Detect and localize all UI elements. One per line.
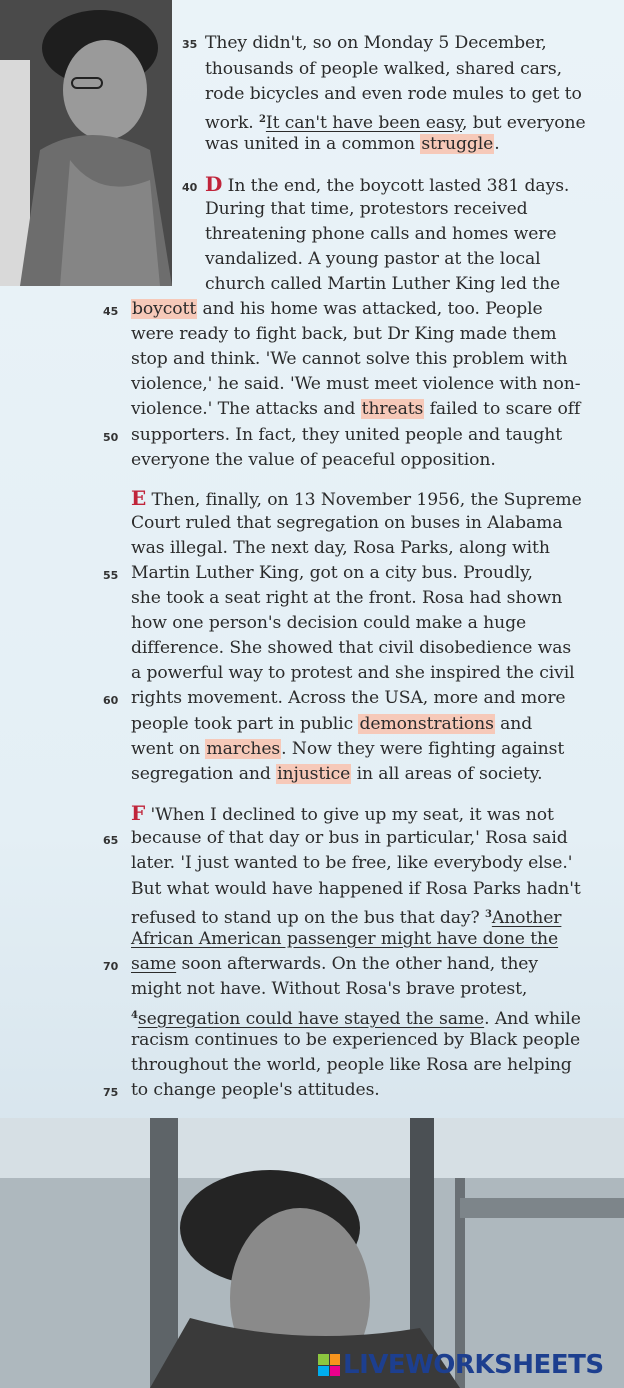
text-line (131, 927, 558, 953)
highlighted-word: boycott (132, 299, 197, 319)
text-line: vandalized. A young pastor at the local (205, 249, 541, 269)
text-line: D In the end, the boycott lasted 381 days. (205, 172, 570, 196)
text-line: rode bicycles and even rode mules to get to (205, 84, 582, 104)
line-number: 60 (103, 694, 119, 707)
text-line: Martin Luther King, got on a city bus. Proudly, (131, 563, 533, 583)
highlighted-word: struggle (421, 134, 494, 154)
line-number: 55 (103, 569, 119, 582)
text-line: same soon afterwards. On the other hand, they (131, 954, 538, 974)
text-line: work. $^2$It can't have been easy, but everyone (205, 113, 586, 133)
text-line: to change people's attitudes. (131, 1080, 380, 1100)
text-line: violence,' he said. 'We must meet violence with non- (131, 374, 581, 394)
highlighted-word: threats (361, 399, 424, 419)
text-line: might not have. Without Rosa's brave protest, (131, 979, 528, 999)
line-number: 65 (103, 834, 119, 847)
footnote-marker: 3 (485, 909, 492, 920)
highlighted-word: demonstrations (359, 714, 494, 734)
text-line: refused to stand up on the bus that day? $^3$Another (131, 908, 562, 928)
text-line: everyone the value of peaceful opposition. (131, 450, 496, 470)
text-line: rights movement. Across the USA, more and more (131, 688, 566, 708)
text-line: was united in a common struggle. (205, 134, 500, 154)
rosa-parks-portrait-photo (0, 0, 172, 286)
text-line: racism continues to be experienced by Black people (131, 1030, 581, 1050)
text-line: church called Martin Luther King led the (205, 274, 561, 294)
text-line: because of that day or bus in particular,' Rosa said (131, 828, 568, 848)
text-line: later. 'I just wanted to be free, like everybody else.' (131, 853, 573, 873)
underlined-phrase: segregation could have stayed the same (137, 1009, 485, 1029)
highlighted-word: injustice (277, 764, 351, 784)
underlined-phrase: Another (491, 908, 562, 928)
text-line: thousands of people walked, shared cars, (205, 59, 562, 79)
text-line: F 'When I declined to give up my seat, it was not (131, 801, 554, 825)
text-line: threatening phone calls and homes were (205, 224, 557, 244)
text-line: a powerful way to protest and she inspired the civil (131, 663, 575, 683)
line-number: 35 (182, 38, 198, 51)
rosa-parks-bus-photo (0, 1118, 624, 1388)
line-number: 75 (103, 1086, 119, 1099)
footnote-marker: 2 (259, 114, 266, 125)
line-number: 70 (103, 960, 119, 973)
underlined-phrase: African American passenger might have done the (131, 929, 559, 949)
text-line: They didn't, so on Monday 5 December, (205, 33, 547, 53)
text-line: difference. She showed that civil disobedience was (131, 638, 572, 658)
logo-text: LIVEWORKSHEETS (343, 1350, 604, 1380)
paragraph-letter: F (131, 801, 146, 825)
line-number: 40 (182, 181, 198, 194)
text-line: supporters. In fact, they united people and taught (131, 425, 563, 445)
liveworksheets-logo-icon (318, 1354, 340, 1376)
text-line: she took a seat right at the front. Rosa had shown (131, 588, 563, 608)
underlined-phrase: It can't have been easy (265, 113, 462, 133)
text-line: stop and think. 'We cannot solve this problem with (131, 349, 568, 369)
line-number: 50 (103, 431, 119, 444)
text-line: were ready to fight back, but Dr King made them (131, 324, 557, 344)
liveworksheets-logo[interactable] (318, 1350, 604, 1380)
text-line: throughout the world, people like Rosa are helping (131, 1055, 572, 1075)
footnote-marker: 4 (131, 1010, 138, 1021)
paragraph-letter: D (205, 172, 223, 196)
text-line: violence.' The attacks and threats failed to scare off (131, 399, 581, 419)
text-line: Court ruled that segregation on buses in Alabama (131, 513, 563, 533)
text-line: boycott and his home was attacked, too. People (132, 299, 543, 319)
text-line: went on marches. Now they were fighting against (131, 739, 565, 759)
text-line: During that time, protestors received (205, 199, 528, 219)
text-line: people took part in public demonstrations and (131, 714, 533, 734)
text-line: how one person's decision could make a huge (131, 613, 527, 633)
text-line: E Then, finally, on 13 November 1956, the Supreme (131, 486, 582, 510)
underlined-phrase: same (131, 954, 177, 974)
text-line: segregation and injustice in all areas of society. (131, 764, 543, 784)
text-line: was illegal. The next day, Rosa Parks, along with (131, 538, 550, 558)
paragraph-letter: E (131, 486, 147, 510)
text-line: But what would have happened if Rosa Parks hadn't (131, 879, 581, 899)
highlighted-word: marches (206, 739, 281, 759)
text-line: $^4$segregation could have stayed the same. And while (131, 1009, 581, 1029)
line-number: 45 (103, 305, 119, 318)
